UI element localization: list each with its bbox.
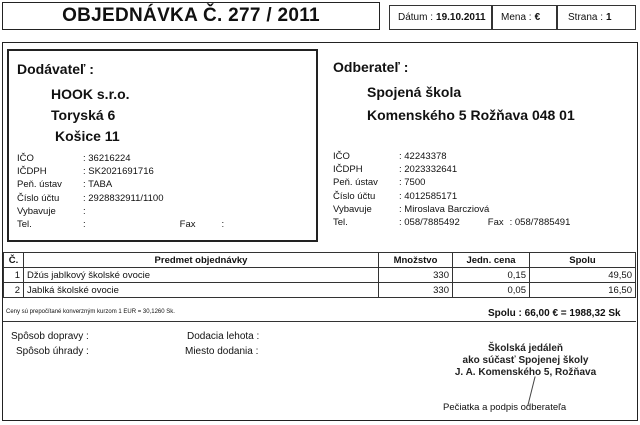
row-description: Jablká školské ovocie xyxy=(24,283,379,298)
delivery-term-label: Dodacia lehota : xyxy=(187,331,260,342)
col-description: Predmet objednávky xyxy=(24,253,379,268)
grand-total: Spolu : 66,00 € = 1988,32 Sk xyxy=(488,308,621,319)
row-description: Džús jablkový školské ovocie xyxy=(24,268,379,283)
col-unit-price: Jedn. cena xyxy=(453,253,530,268)
supplier-ico-row: IČO : 36216224 xyxy=(17,153,131,164)
customer-contact-row: Vybavuje : Miroslava Barcziová xyxy=(333,203,490,215)
customer-details xyxy=(333,150,570,229)
currency-box xyxy=(492,5,557,30)
customer-ico-row: IČO : 42243378 xyxy=(333,151,447,162)
currency-label: Mena : xyxy=(501,12,532,23)
payment-label: Spôsob úhrady : xyxy=(16,346,89,357)
customer-tel-row: Tel. : 058/7885492 Fax : 058/7885491 xyxy=(333,216,571,228)
customer-fax-value: : 058/7885491 xyxy=(509,216,571,228)
stamp-line: J. A. Komenského 5, Rožňava xyxy=(454,367,597,378)
currency-value: € xyxy=(534,12,541,23)
supplier-heading: Dodávateľ : xyxy=(17,61,94,77)
date-value: 19.10.2011 xyxy=(436,12,486,23)
row-unit-price: 0,05 xyxy=(453,283,530,298)
supplier-fax-value: : xyxy=(221,218,225,230)
supplier-bank-row: Peň. ústav : TABA xyxy=(17,179,113,191)
conversion-rate-note: Ceny sú prepočítané konverzným kurzom 1 EUR = 30,1260 Sk. xyxy=(6,309,175,315)
customer-icdph-row: IČDPH : 2023332641 xyxy=(333,164,458,176)
customer-fax-label: Fax xyxy=(487,216,504,228)
col-quantity: Množstvo xyxy=(379,253,453,268)
row-quantity: 330 xyxy=(379,268,453,283)
supplier-name: HOOK s.r.o. xyxy=(51,86,130,102)
signature-label: Pečiatka a podpis odberateľa xyxy=(443,402,567,413)
stamp xyxy=(443,343,608,379)
supplier-fax-label: Fax xyxy=(179,218,196,230)
order-title: OBJEDNÁVKA Č. 277 / 2011 xyxy=(2,2,380,30)
delivery-place-label: Miesto dodania : xyxy=(185,346,259,357)
col-number: Č. xyxy=(4,253,24,268)
table-header-row xyxy=(4,253,636,268)
transport-label: Spôsob dopravy : xyxy=(11,331,89,342)
order-form xyxy=(2,42,638,421)
row-unit-price: 0,15 xyxy=(453,268,530,283)
supplier-street: Toryská 6 xyxy=(51,107,116,123)
supplier-city: Košice 11 xyxy=(55,128,120,144)
supplier-account-row: Číslo účtu : 2928832911/1100 xyxy=(17,192,164,204)
table-row xyxy=(4,283,636,298)
customer-account-row: Číslo účtu : 4012585171 xyxy=(333,190,458,202)
row-number: 2 xyxy=(4,283,24,298)
row-total: 16,50 xyxy=(530,283,636,298)
row-quantity: 330 xyxy=(379,283,453,298)
page-label: Strana : xyxy=(568,12,604,23)
stamp-line: Školská jedáleň xyxy=(487,343,564,354)
supplier-icdph-row: IČDPH : SK2021691716 xyxy=(17,166,154,178)
page-box xyxy=(557,5,636,30)
date-box xyxy=(389,5,492,30)
supplier-tel-row: Tel. : Fax : xyxy=(17,218,225,230)
stamp-line: ako súčasť Spojenej školy xyxy=(462,355,589,366)
supplier-details xyxy=(17,152,224,231)
table-row xyxy=(4,268,636,283)
customer-address: Komenského 5 Rožňava 048 01 xyxy=(367,107,575,123)
customer-bank-row: Peň. ústav : 7500 xyxy=(333,177,426,189)
supplier-contact-row: Vybavuje : xyxy=(17,205,86,217)
order-items-table xyxy=(3,252,636,298)
customer-box xyxy=(325,49,633,242)
col-total: Spolu xyxy=(530,253,636,268)
row-number: 1 xyxy=(4,268,24,283)
row-total: 49,50 xyxy=(530,268,636,283)
customer-name: Spojená škola xyxy=(367,84,462,100)
totals-row xyxy=(3,305,636,322)
customer-heading: Odberateľ : xyxy=(333,59,409,75)
supplier-box xyxy=(7,49,318,242)
page-value: 1 xyxy=(606,12,612,23)
document-header xyxy=(2,2,638,30)
date-label: Dátum : xyxy=(398,12,434,23)
